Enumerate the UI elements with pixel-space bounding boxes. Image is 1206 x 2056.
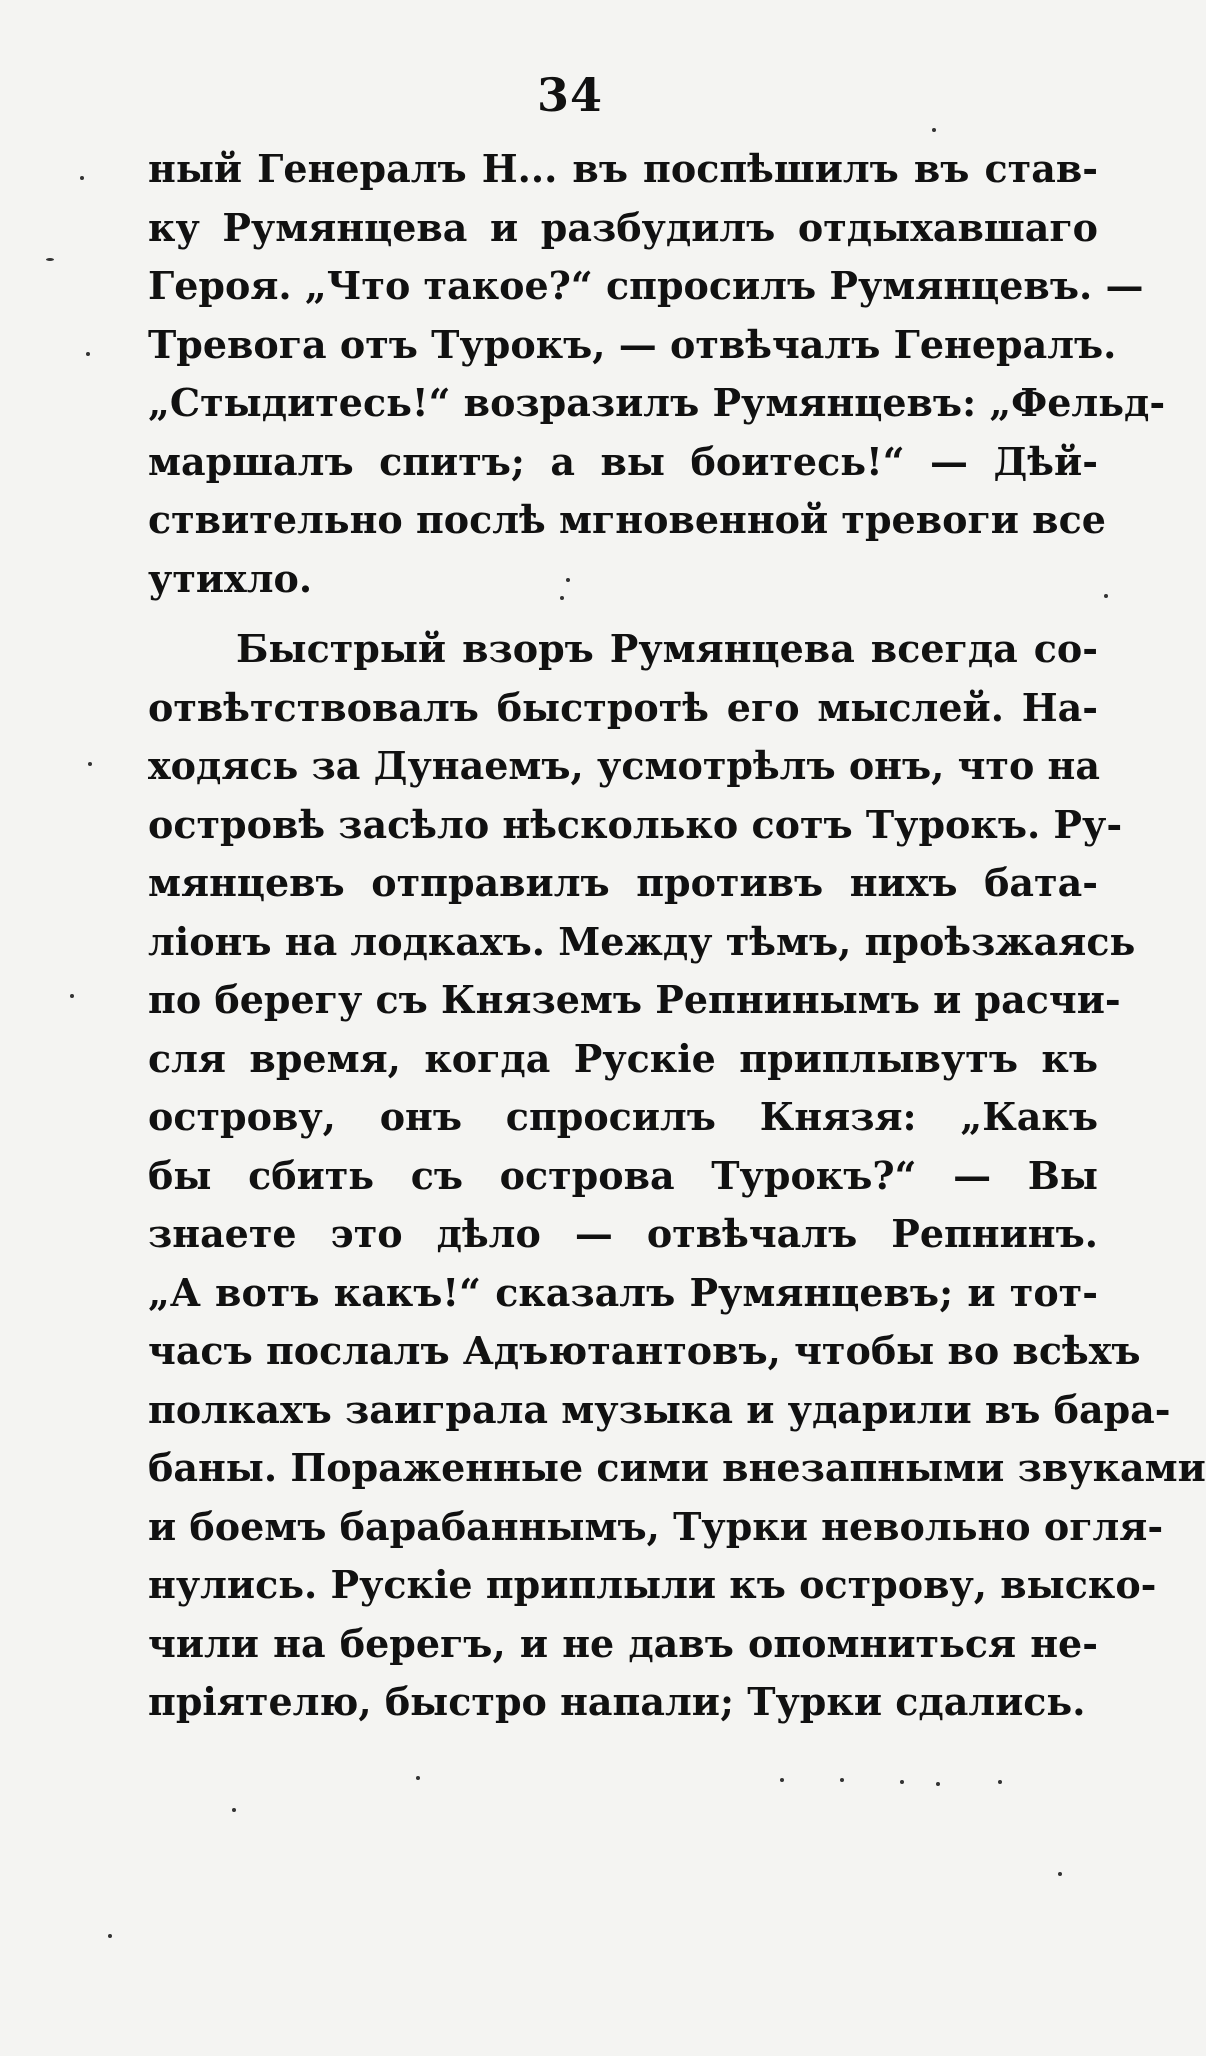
paper-speck xyxy=(46,258,54,261)
text-line: утихло. xyxy=(148,555,313,601)
paper-speck xyxy=(80,176,84,180)
paper-speck xyxy=(1058,1872,1062,1876)
paragraph-gap xyxy=(148,608,1098,620)
paper-speck xyxy=(70,994,74,998)
page-number: 34 xyxy=(536,68,603,122)
text-line: ку Румянцева и разбудилъ отдыхавшаго xyxy=(148,204,1098,250)
paper-speck xyxy=(560,596,564,600)
text-line: мянцевъ отправилъ противъ нихъ бата- xyxy=(148,860,1098,905)
paper-speck xyxy=(780,1778,784,1782)
paper-speck xyxy=(1104,594,1108,598)
paper-speck xyxy=(416,1776,420,1780)
paper-speck xyxy=(932,128,936,132)
text-line: ліонъ на лодкахъ. Между тѣмъ, проѣзжаясь xyxy=(148,918,1136,964)
text-line: по берегу съ Княземъ Репнинымъ и расчи- xyxy=(148,977,1121,1022)
paper-speck xyxy=(86,352,90,356)
paper-speck xyxy=(840,1778,844,1782)
text-line: маршалъ спитъ; а вы боитесь!“ — Дѣй- xyxy=(148,438,1098,484)
text-line: Быстрый взоръ Румянцева всегда со- xyxy=(236,626,1098,671)
text-line: Тревога отъ Турокъ, — отвѣчалъ Генералъ. xyxy=(148,321,1117,367)
text-line: чили на берегъ, и не давъ опомниться не- xyxy=(148,1620,1098,1666)
text-line: пріятелю, быстро напали; Турки сдались. xyxy=(148,1679,1086,1724)
text-line: нулись. Рускіе приплыли къ острову, выско- xyxy=(148,1562,1157,1607)
body-text xyxy=(148,140,1206,1732)
paper-speck xyxy=(998,1780,1002,1784)
text-line: и боемъ барабаннымъ, Турки невольно огля- xyxy=(148,1503,1164,1549)
text-line: Героя. „Что такое?“ спросилъ Румянцевъ. — xyxy=(148,263,1144,308)
text-line: полкахъ заиграла музыка и ударили въ бара- xyxy=(148,1386,1171,1432)
text-line: ходясь за Дунаемъ, усмотрѣлъ онъ, что на xyxy=(148,743,1100,788)
paper-speck xyxy=(900,1780,904,1784)
text-line: „Стыдитесь!“ возразилъ Румянцевъ: „Фельд- xyxy=(148,380,1166,425)
text-line: островѣ засѣло нѣсколько сотъ Турокъ. Ру- xyxy=(148,801,1123,847)
paper-speck xyxy=(232,1808,236,1812)
text-line: знаете это дѣло — отвѣчалъ Репнинъ. xyxy=(148,1211,1098,1256)
paper-speck xyxy=(936,1782,940,1786)
text-line: бы сбить съ острова Турокъ?“ — Вы xyxy=(148,1152,1098,1198)
paper-speck xyxy=(108,1934,112,1938)
text-line: отвѣтствовалъ быстротѣ его мыслей. На- xyxy=(148,684,1098,730)
paragraph-1 xyxy=(148,140,1166,608)
text-line: ный Генералъ Н... въ поспѣшилъ въ став- xyxy=(148,146,1098,191)
text-line: ствительно послѣ мгновенной тревоги все xyxy=(148,497,1106,542)
paper-speck xyxy=(566,578,570,582)
text-line: сля время, когда Рускіе приплывутъ къ xyxy=(148,1035,1098,1081)
paragraph-2 xyxy=(148,620,1206,1732)
text-line: острову, онъ спросилъ Князя: „Какъ xyxy=(148,1094,1098,1139)
text-line: баны. Пораженные сими внезапными звуками xyxy=(148,1445,1206,1490)
text-line: „А вотъ какъ!“ сказалъ Румянцевъ; и тот- xyxy=(148,1269,1098,1315)
text-line: часъ послалъ Адъютантовъ, чтобы во всѣхъ xyxy=(148,1328,1141,1373)
paper-speck xyxy=(88,762,92,766)
